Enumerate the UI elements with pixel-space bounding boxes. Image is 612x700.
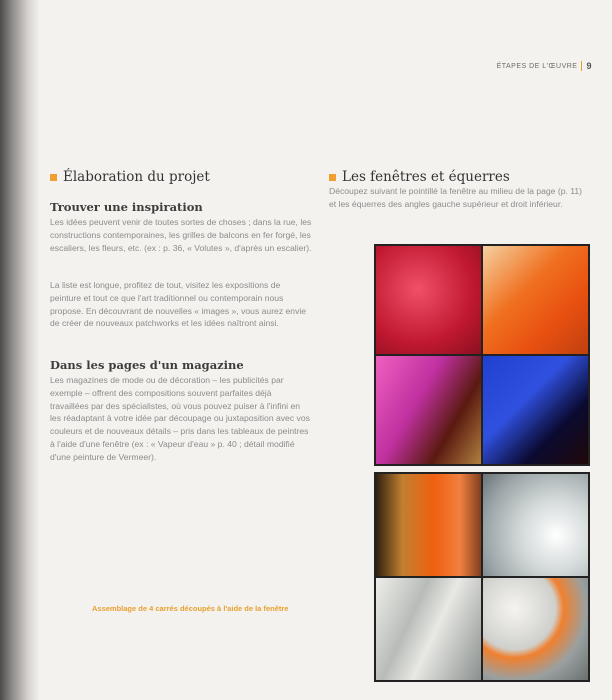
running-title: ÉTAPES DE L'ŒUVRE	[496, 62, 578, 70]
orange-square-bullet-icon	[329, 174, 336, 181]
running-head	[497, 61, 592, 71]
section-title-elaboration	[50, 169, 210, 185]
book-spine-shadow	[0, 0, 40, 700]
paragraph-fenetres: Découpez suivant le pointillé la fenêtre au milieu de la page (p. 11) et les équerres des angles gauche supérieur et droit inférieur.	[329, 186, 583, 209]
photo-tile-spiral-orange	[483, 578, 588, 680]
paragraph-inspiration-2: La liste est longue, profitez de tout, visitez les expositions de peinture et tout ce que l'art traditionnel ou contemporain nous propose. En découvrant de nouvelles « images », vous aurez envie de créer de nouveaux patchworks et les idées naîtront ainsi.	[50, 280, 307, 329]
page-number: 9	[586, 61, 592, 71]
photo-tile-orange-fabric	[483, 246, 588, 354]
section-title-fenetres	[329, 169, 510, 185]
paragraph-inspiration-1: Les idées peuvent venir de toutes sortes de choses ; dans la rue, les constructions contemporaines, les grilles de balcons en fer forgé, les escaliers, les fleurs, etc. (ex : p. 36, « Volutes », d'après un escalier).	[50, 217, 312, 253]
photo-tile-pink-wood	[376, 356, 481, 464]
subtitle-inspiration: Trouver une inspiration	[50, 200, 203, 214]
paragraph-magazine: Les magazines de mode ou de décoration – les publicités par exemple – offrent des compositions souvent parfaites déjà travaillées par des spécialistes, où vous pouvez puiser à l'infini en les réadaptant à votre idée par découpage ou juxtaposition avec vos couleurs et de nouveaux détails – pris dans les tableaux de peintres à l'aide d'une fenêtre (ex : « Vapeur d'eau » p. 40 ; détail modifié d'une peinture de Vermeer).	[50, 375, 310, 462]
photo-tile-grey-curve	[376, 578, 481, 680]
patchwork-photo-bottom	[374, 472, 590, 682]
orange-square-bullet-icon	[50, 174, 57, 181]
photo-tile-red-fabric	[376, 246, 481, 354]
section-title-text: Élaboration du projet	[63, 169, 210, 185]
running-head-separator	[581, 61, 582, 71]
figure-caption: Assemblage de 4 carrés découpés à l'aide de la fenêtre	[92, 604, 289, 613]
photo-tile-blue-dark	[483, 356, 588, 464]
section-title-text: Les fenêtres et équerres	[342, 169, 510, 185]
subtitle-magazine: Dans les pages d'un magazine	[50, 358, 244, 372]
photo-tile-white-spiral	[483, 474, 588, 576]
patchwork-photo-top	[374, 244, 590, 466]
photo-tile-orange-glass	[376, 474, 481, 576]
